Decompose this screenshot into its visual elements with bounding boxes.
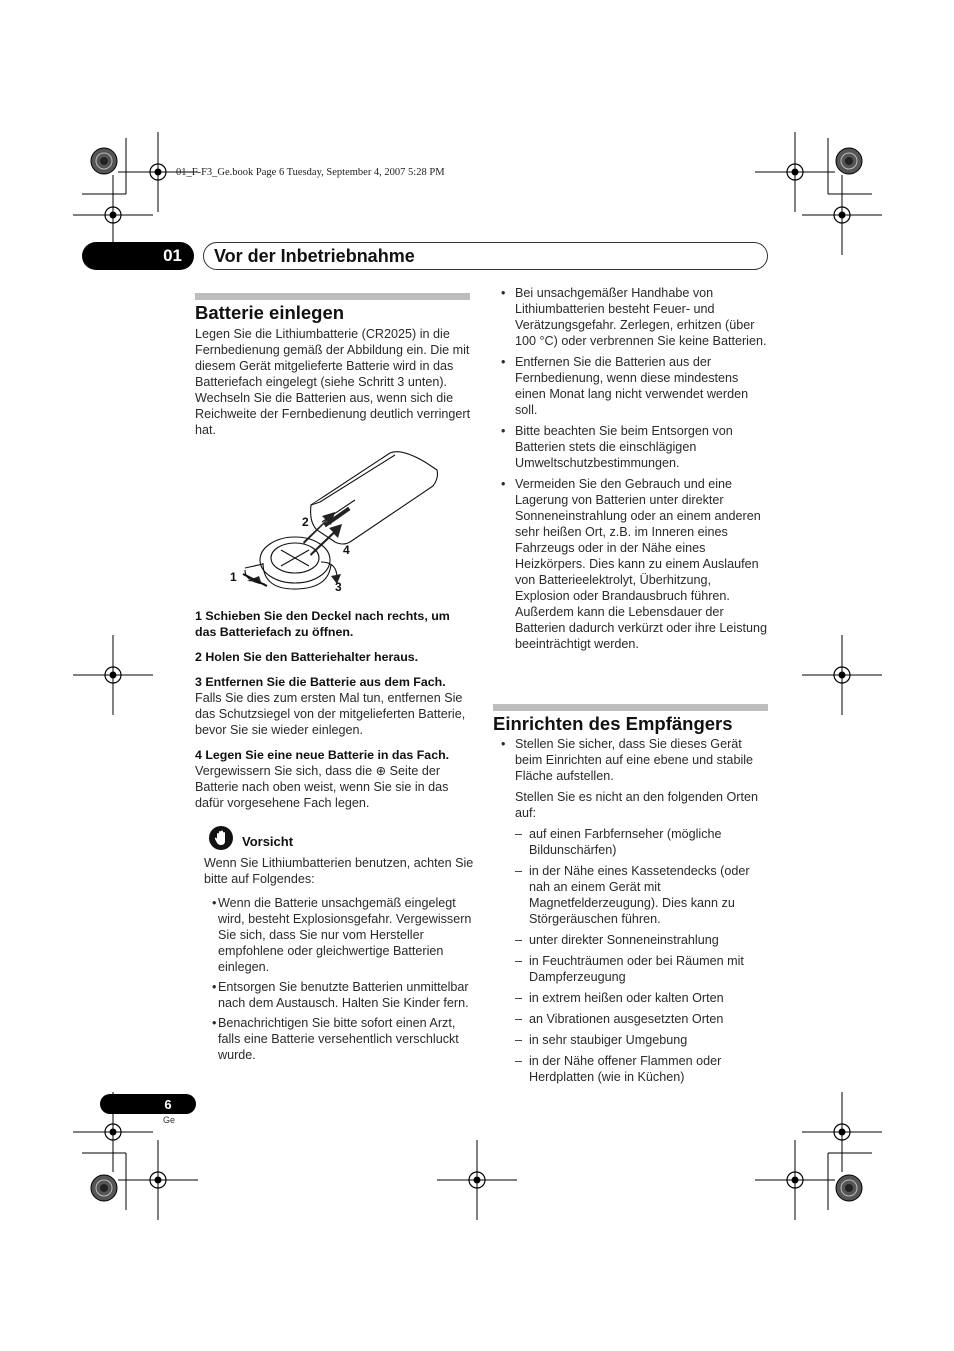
receiver-sub-intro: Stellen Sie es nicht an den folgenden Orten auf: [515,790,758,820]
caution-item: • Wenn die Batterie unsachgemäß eingelegt wird, besteht Explosionsgefahr. Vergewissern Sie sich, dass Sie nur vom Hersteller empfohlene oder gleichwertige Batterien einlegen. [204,895,474,975]
caution-title: Vorsicht [242,834,294,849]
place-item: – auf einen Farbfernseher (mögliche Bildunschärfen) [493,826,769,858]
caution-hand-icon [209,826,233,850]
place-item: – in der Nähe eines Kassetendecks (oder nah an einem Gerät mit Magnetfelderzeugung). Dies kann zu Störgeräuschen führen. [493,863,769,927]
caution-item: • Entsorgen Sie benutzte Batterien unmittelbar nach dem Austausch. Halten Sie Kinder fern. [204,979,474,1011]
receiver-body [493,736,769,1085]
place-item: – in extrem heißen oder kalten Orten [493,990,769,1006]
svg-text:4: 4 [343,543,350,557]
step-text: Vergewissern Sie sich, dass die ⊕ Seite der Batterie nach oben weist, wenn Sie sie in das dafür vorgesehene Fach legen. [195,764,449,810]
step-heading: 2 Holen Sie den Batteriehalter heraus. [195,650,419,664]
caution-item: • Benachrichtigen Sie bitte sofort einen Arzt, falls eine Batterie versehentlich verschluckt wurde. [204,1015,474,1063]
section-bar [493,704,768,711]
battery-figure [225,450,445,600]
svg-text:3: 3 [335,580,342,594]
battery-item: • Bitte beachten Sie beim Entsorgen von Batterien stets die einschlägigen Umweltschutzbestimmungen. [493,423,769,471]
section-title-receiver: Einrichten des Empfängers [493,713,733,734]
section-bar [195,293,470,300]
place-item: – in sehr staubiger Umgebung [493,1032,769,1048]
place-item: – in Feuchträumen oder bei Räumen mit Dampferzeugung [493,953,769,985]
battery-intro: Legen Sie die Lithiumbatterie (CR2025) in die Fernbedienung gemäß der Abbildung ein. Die mit diesem Gerät mitgelieferte Batterie wird in das Batteriefach eingelegt (siehe Schritt 3 unten). Wechseln Sie die Batterien aus, wenn sich die Reichweite der Fernbedienung deutlich verringert hat. [195,327,471,437]
step-heading: 3 Entfernen Sie die Batterie aus dem Fach. [195,675,446,689]
battery-item: • Bei unsachgemäßer Handhabe von Lithiumbatterien besteht Feuer- und Verätzungsgefahr. Zerlegen, erhitzen (über 100 °C) oder verbrennen Sie keine Batterien. [493,285,769,349]
step-text: Falls Sie dies zum ersten Mal tun, entfernen Sie das Schutzsiegel von der mitgelieferten Batterie, bevor Sie sie wieder einlegen. [195,691,466,737]
battery-more-items [493,285,769,652]
step-heading: 4 Legen Sie eine neue Batterie in das Fach. [195,748,450,762]
steps [195,608,473,811]
caution-body [204,855,474,1063]
step-4 [195,747,473,811]
place-item: – an Vibrationen ausgesetzten Orten [493,1011,769,1027]
chapter-number: 01 [82,242,194,270]
svg-text:1: 1 [230,570,237,584]
step-2 [195,649,473,665]
place-item: – unter direkter Sonneneinstrahlung [493,932,769,948]
page-number: 6 [100,1094,196,1114]
chapter-title: Vor der Inbetriebnahme [203,242,768,270]
caution-intro: Wenn Sie Lithiumbatterien benutzen, achten Sie bitte auf Folgendes: [204,856,474,886]
receiver-bullet: • Stellen Sie sicher, dass Sie dieses Gerät beim Einrichten auf eine ebene und stabile Fläche aufstellen. [493,736,769,784]
svg-text:2: 2 [302,515,309,529]
page-language: Ge [163,1115,176,1125]
print-info: 01_F-F3_Ge.book Page 6 Tuesday, September 4, 2007 5:28 PM [176,167,445,178]
place-item: – in der Nähe offener Flammen oder Herdplatten (wie in Küchen) [493,1053,769,1085]
step-1 [195,608,473,640]
battery-item: • Entfernen Sie die Batterien aus der Fernbedienung, wenn diese mindestens einen Monat lang nicht verwendet werden soll. [493,354,769,418]
section-title-battery: Batterie einlegen [195,302,345,323]
step-heading: 1 Schieben Sie den Deckel nach rechts, um das Batteriefach zu öffnen. [195,609,450,639]
battery-item: • Vermeiden Sie den Gebrauch und eine Lagerung von Batterien unter direkter Sonneneinstrahlung oder an einem anderen sehr heißen Ort, z.B. im Inneren eines Fahrzeugs oder in der Nähe eines Heizkörpers. Dies kann zu einem Auslaufen von Batterieelektrolyt, Überhitzung, Explosion oder Brandausbruch führen. Außerdem kann die Lebensdauer der Batterien dadurch verkürzt oder ihre Leistung beeinträchtigt werden. [493,476,769,652]
step-3 [195,674,473,738]
